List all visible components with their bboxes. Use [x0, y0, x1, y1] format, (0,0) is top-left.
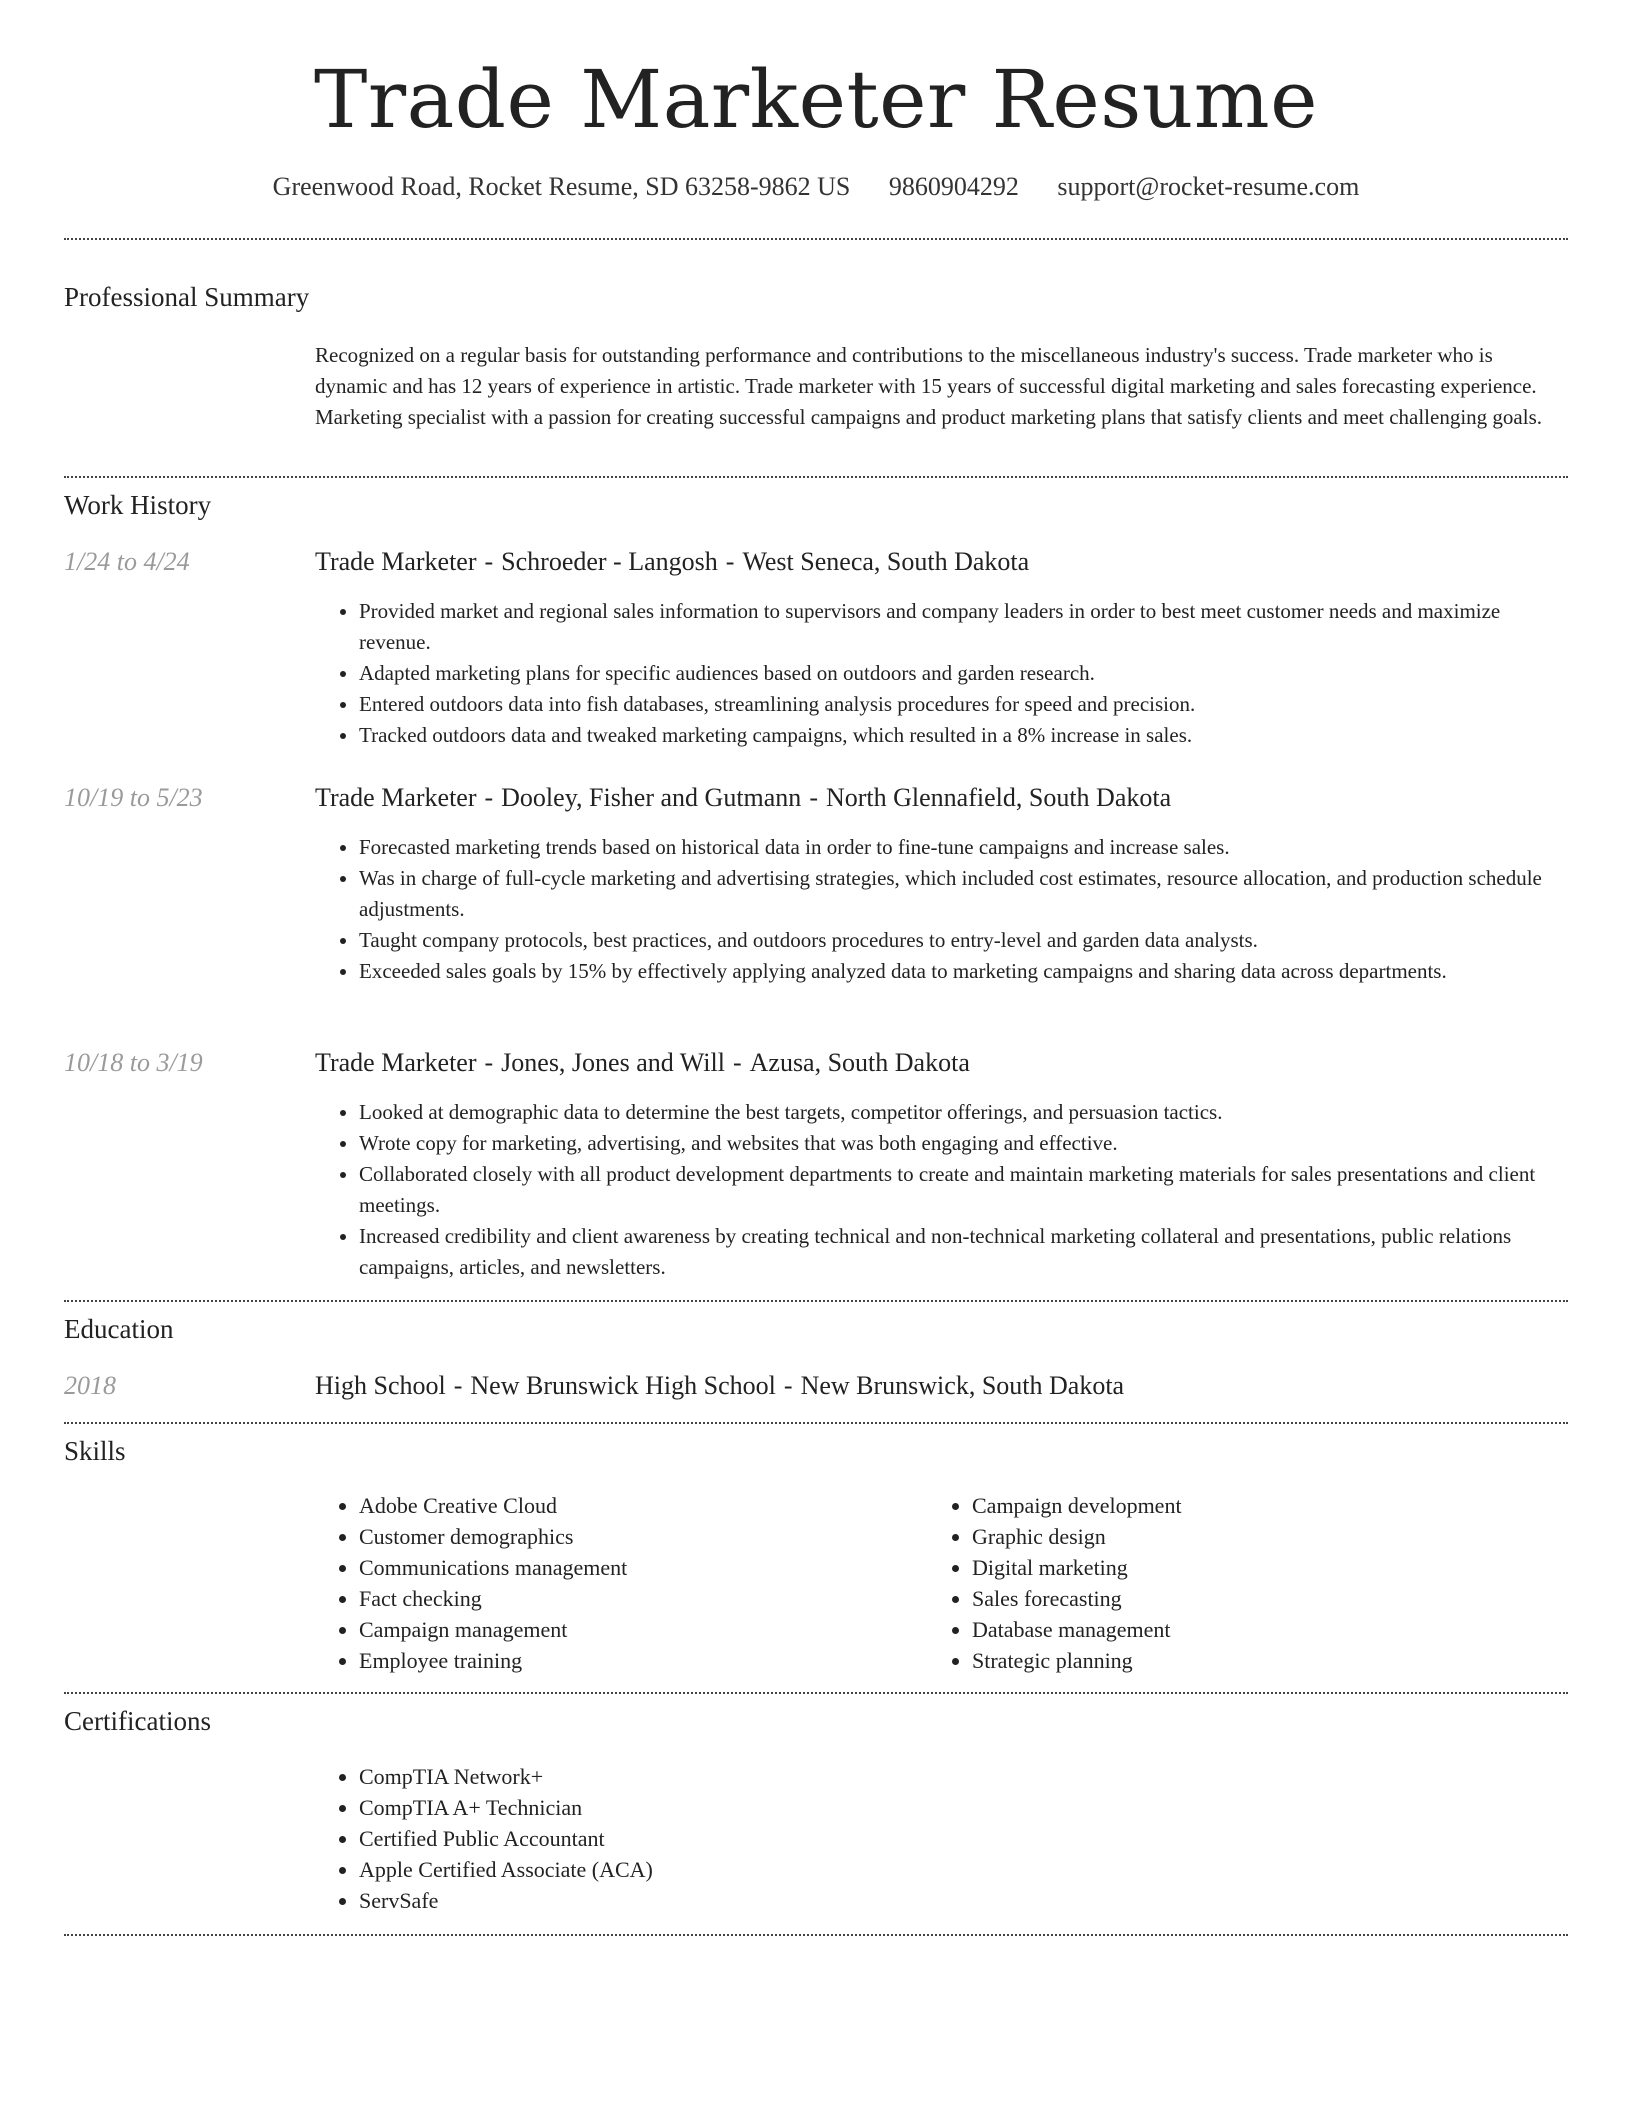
job-bullet: • Looked at demographic data to determine the best targets, competitor offerings, and persuasion tactics. — [359, 1097, 1555, 1128]
job-heading — [315, 1047, 970, 1079]
separator: - — [453, 1371, 463, 1400]
divider — [64, 1692, 1568, 1694]
separator: - — [732, 1048, 742, 1077]
section-title-skills: Skills — [64, 1436, 126, 1466]
skill-item: • Customer demographics — [359, 1521, 919, 1552]
job-bullets — [315, 832, 1555, 987]
skills-list-right — [928, 1490, 1532, 1676]
skill-item: • Adobe Creative Cloud — [359, 1490, 919, 1521]
job-company: Jones, Jones and Will — [501, 1048, 725, 1077]
skill-item: • Digital marketing — [972, 1552, 1532, 1583]
education-degree: High School — [315, 1371, 446, 1400]
contact-line — [0, 170, 1632, 204]
job-bullets — [315, 596, 1555, 751]
divider — [64, 1934, 1568, 1936]
separator: - — [809, 783, 818, 812]
separator: - — [484, 1048, 494, 1077]
skill-item: • Communications management — [359, 1552, 919, 1583]
education-heading — [315, 1370, 1124, 1402]
certification-item: • ServSafe — [359, 1885, 919, 1916]
job-bullet: • Adapted marketing plans for specific audiences based on outdoors and garden research. — [359, 658, 1555, 689]
resume-title: Trade Marketer Resume — [314, 53, 1318, 146]
education-location: New Brunswick, South Dakota — [800, 1371, 1125, 1400]
phone: 9860904292 — [888, 172, 1019, 201]
education-school: New Brunswick High School — [470, 1371, 776, 1400]
job-bullet: • Collaborated closely with all product development departments to create and maintain marketing materials for sales presentations and client meetings. — [359, 1159, 1555, 1221]
job-role: Trade Marketer — [315, 1048, 477, 1077]
section-title-education: Education — [64, 1314, 174, 1344]
summary-text: Recognized on a regular basis for outstanding performance and contributions to the miscellaneous industry's success. Trade marketer who is dynamic and has 12 years of experience in artistic. Trade marketer with 15 years of successful digital marketing and sales forecasting experience. Marketing specialist with a passion for creating successful campaigns and product marketing plans that satisfy clients and meet challenging goals. — [315, 343, 1542, 429]
skill-item: • Graphic design — [972, 1521, 1532, 1552]
job-bullet: • Entered outdoors data into fish databases, streamlining analysis procedures for speed and precision. — [359, 689, 1555, 720]
certification-item: • CompTIA A+ Technician — [359, 1792, 919, 1823]
separator: - — [484, 547, 494, 576]
job-bullets — [315, 1097, 1555, 1283]
job-location: Azusa, South Dakota — [749, 1048, 970, 1077]
job-role: Trade Marketer — [315, 783, 477, 812]
skill-item: • Campaign management — [359, 1614, 919, 1645]
job-bullet: • Tracked outdoors data and tweaked marketing campaigns, which resulted in a 8% increase in sales. — [359, 720, 1555, 751]
job-role: Trade Marketer — [315, 547, 477, 576]
job-location: North Glennafield, South Dakota — [825, 783, 1172, 812]
job-heading — [315, 546, 1029, 578]
separator: - — [484, 783, 494, 812]
separator: - — [725, 547, 735, 576]
divider — [64, 1422, 1568, 1424]
skill-item: • Employee training — [359, 1645, 919, 1676]
divider — [64, 1300, 1568, 1302]
skill-item: • Fact checking — [359, 1583, 919, 1614]
certification-item: • Apple Certified Associate (ACA) — [359, 1854, 919, 1885]
job-dates: 1/24 to 4/24 — [64, 547, 190, 576]
divider — [64, 476, 1568, 478]
job-bullet: • Exceeded sales goals by 15% by effectively applying analyzed data to marketing campaigns and sharing data across departments. — [359, 956, 1555, 987]
job-location: West Seneca, South Dakota — [742, 547, 1030, 576]
job-company: Schroeder - Langosh — [501, 547, 718, 576]
job-bullet: • Taught company protocols, best practices, and outdoors procedures to entry-level and garden data analysts. — [359, 925, 1555, 956]
job-bullet: • Provided market and regional sales information to supervisors and company leaders in order to best meet customer needs and maximize revenue. — [359, 596, 1555, 658]
job-dates: 10/18 to 3/19 — [64, 1048, 203, 1077]
job-bullet: • Increased credibility and client awareness by creating technical and non-technical marketing collateral and presentations, public relations campaigns, articles, and newsletters. — [359, 1221, 1555, 1283]
job-bullet: • Was in charge of full-cycle marketing and advertising strategies, which included cost estimates, resource allocation, and production schedule adjustments. — [359, 863, 1555, 925]
separator: - — [783, 1371, 793, 1400]
job-dates: 10/19 to 5/23 — [64, 783, 203, 812]
skill-item: • Sales forecasting — [972, 1583, 1532, 1614]
address: Greenwood Road, Rocket Resume, SD 63258-9862 US — [272, 172, 851, 201]
skill-item: • Campaign development — [972, 1490, 1532, 1521]
section-title-work-history: Work History — [64, 490, 212, 520]
certifications-list — [315, 1761, 919, 1916]
job-heading — [315, 782, 1171, 814]
job-company: Dooley, Fisher and Gutmann — [501, 783, 802, 812]
job-bullet: • Forecasted marketing trends based on historical data in order to fine-tune campaigns and increase sales. — [359, 832, 1555, 863]
certification-item: • Certified Public Accountant — [359, 1823, 919, 1854]
skill-item: • Database management — [972, 1614, 1532, 1645]
email-link[interactable]: support@rocket-resume.com — [1057, 172, 1360, 201]
section-title-summary: Professional Summary — [64, 282, 310, 312]
section-title-certifications: Certifications — [64, 1706, 211, 1736]
skill-item: • Strategic planning — [972, 1645, 1532, 1676]
skills-list-left — [315, 1490, 919, 1676]
divider — [64, 238, 1568, 240]
education-year: 2018 — [64, 1371, 116, 1400]
job-bullet: • Wrote copy for marketing, advertising, and websites that was both engaging and effective. — [359, 1128, 1555, 1159]
certification-item: • CompTIA Network+ — [359, 1761, 919, 1792]
